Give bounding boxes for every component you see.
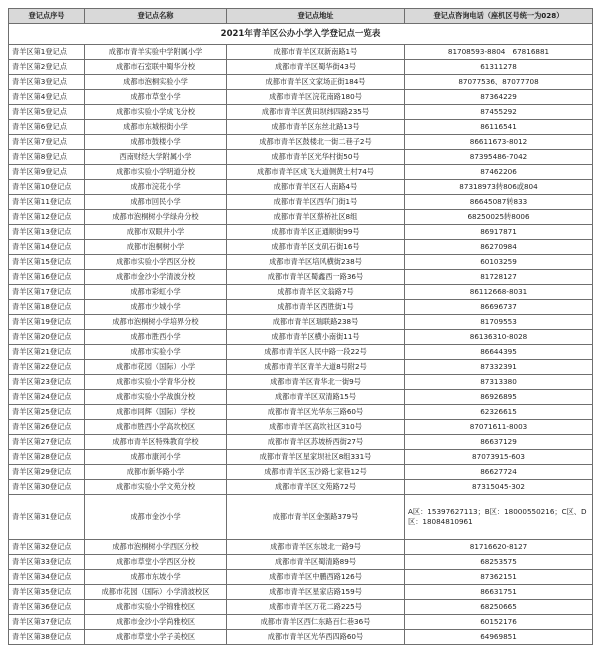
table-row: [9, 615, 593, 630]
phone-cell: 87362151: [405, 570, 593, 585]
phone-cell: 87332391: [405, 360, 593, 375]
phone-cell: 81709553: [405, 315, 593, 330]
school-name-cell: 成都市金沙小学尚雅校区: [85, 615, 227, 630]
school-name-cell: 成都市浣花小学: [85, 180, 227, 195]
phone-cell: 86611673-8012: [405, 135, 593, 150]
address-cell: 成都市青羊区石人南路4号: [227, 180, 405, 195]
row-number-cell: 青羊区第14登记点: [9, 240, 85, 255]
registration-table: [8, 8, 593, 645]
registration-sheet: [8, 8, 592, 645]
table-row: [9, 180, 593, 195]
phone-cell: 86645087转833: [405, 195, 593, 210]
row-number-cell: 青羊区第9登记点: [9, 165, 85, 180]
table-row: [9, 360, 593, 375]
phone-cell: 68250025转8006: [405, 210, 593, 225]
phone-cell: 60152176: [405, 615, 593, 630]
table-row: [9, 90, 593, 105]
address-cell: 成都市青羊区文家场正街184号: [227, 75, 405, 90]
school-name-cell: 成都市双眼井小学: [85, 225, 227, 240]
table-row: [9, 285, 593, 300]
address-cell: 成都市青羊区人民中路一段22号: [227, 345, 405, 360]
row-number-cell: 青羊区第8登记点: [9, 150, 85, 165]
phone-cell: 87395486-7042: [405, 150, 593, 165]
table-row: [9, 75, 593, 90]
row-number-cell: 青羊区第37登记点: [9, 615, 85, 630]
row-number-cell: 青羊区第2登记点: [9, 60, 85, 75]
phone-cell: 86917871: [405, 225, 593, 240]
address-cell: 成都市青羊区双新南路1号: [227, 45, 405, 60]
table-row: [9, 150, 593, 165]
table-row: [9, 105, 593, 120]
row-number-cell: 青羊区第20登记点: [9, 330, 85, 345]
phone-cell: 87462206: [405, 165, 593, 180]
school-name-cell: 成都市草堂小学: [85, 90, 227, 105]
row-number-cell: 青羊区第17登记点: [9, 285, 85, 300]
row-number-cell: 青羊区第12登记点: [9, 210, 85, 225]
row-number-cell: 青羊区第5登记点: [9, 105, 85, 120]
phone-cell: 86696737: [405, 300, 593, 315]
row-number-cell: 青羊区第27登记点: [9, 435, 85, 450]
address-cell: 成都市青羊区东坡北一路9号: [227, 540, 405, 555]
school-name-cell: 西南财经大学附属小学: [85, 150, 227, 165]
phone-cell: 60103259: [405, 255, 593, 270]
table-row: [9, 435, 593, 450]
phone-cell: 87315045-302: [405, 480, 593, 495]
table-row: [9, 390, 593, 405]
school-name-cell: 成都市泡桐树小学西区分校: [85, 540, 227, 555]
address-cell: 成都市青羊区西胜街1号: [227, 300, 405, 315]
phone-cell: 68250665: [405, 600, 593, 615]
table-row: [9, 405, 593, 420]
school-name-cell: 成都市草堂小学子美校区: [85, 630, 227, 645]
row-number-cell: 青羊区第4登记点: [9, 90, 85, 105]
row-number-cell: 青羊区第35登记点: [9, 585, 85, 600]
address-cell: 成都市青羊区蜀清路89号: [227, 555, 405, 570]
school-name-cell: 成都市实验小学青华分校: [85, 375, 227, 390]
phone-cell: 86637129: [405, 435, 593, 450]
table-row: [9, 60, 593, 75]
school-name-cell: 成都市实验小学文苑分校: [85, 480, 227, 495]
school-name-cell: 成都市鼓楼小学: [85, 135, 227, 150]
table-row: [9, 195, 593, 210]
phone-cell: 87077536、87077708: [405, 75, 593, 90]
row-number-cell: 青羊区第16登记点: [9, 270, 85, 285]
address-cell: 成都市青羊区蜀华街43号: [227, 60, 405, 75]
row-number-cell: 青羊区第33登记点: [9, 555, 85, 570]
address-cell: 成都市青羊区横小南街11号: [227, 330, 405, 345]
school-name-cell: 成都市青羊实验中学附属小学: [85, 45, 227, 60]
phone-cell: 87313380: [405, 375, 593, 390]
table-body: [9, 45, 593, 645]
school-name-cell: 成都市实验小学西区分校: [85, 255, 227, 270]
school-name-cell: 成都市胜西小学高坎校区: [85, 420, 227, 435]
row-number-cell: 青羊区第26登记点: [9, 420, 85, 435]
header-cell: 登记点名称: [85, 9, 227, 24]
address-cell: 成都市青羊区星家店路159号: [227, 585, 405, 600]
school-name-cell: 成都市花园（国际）小学: [85, 360, 227, 375]
school-name-cell: 成都市同辉（国际）学校: [85, 405, 227, 420]
table-row: [9, 45, 593, 60]
row-number-cell: 青羊区第38登记点: [9, 630, 85, 645]
address-cell: 成都市青羊区青华北一街9号: [227, 375, 405, 390]
phone-cell: 86926895: [405, 390, 593, 405]
table-row: [9, 540, 593, 555]
address-cell: 成都市青羊区双清路15号: [227, 390, 405, 405]
school-name-cell: 成都市青羊区特殊教育学校: [85, 435, 227, 450]
title-row: [9, 24, 593, 45]
row-number-cell: 青羊区第25登记点: [9, 405, 85, 420]
table-row: [9, 555, 593, 570]
phone-cell: 86644395: [405, 345, 593, 360]
table-row: [9, 315, 593, 330]
address-cell: 成都市青羊区文苑路72号: [227, 480, 405, 495]
phone-cell: 81716620-8127: [405, 540, 593, 555]
table-row: [9, 135, 593, 150]
row-number-cell: 青羊区第13登记点: [9, 225, 85, 240]
header-cell: 登记点序号: [9, 9, 85, 24]
school-name-cell: 成都市彩虹小学: [85, 285, 227, 300]
row-number-cell: 青羊区第6登记点: [9, 120, 85, 135]
table-row: [9, 255, 593, 270]
row-number-cell: 青羊区第31登记点: [9, 495, 85, 540]
phone-cell: 87318973转806或804: [405, 180, 593, 195]
address-cell: 成都市青羊区蔡桥社区8组: [227, 210, 405, 225]
table-row: [9, 345, 593, 360]
row-number-cell: 青羊区第34登记点: [9, 570, 85, 585]
phone-cell: 86627724: [405, 465, 593, 480]
school-name-cell: 成都市草堂小学西区分校: [85, 555, 227, 570]
phone-cell: 64969851: [405, 630, 593, 645]
row-number-cell: 青羊区第36登记点: [9, 600, 85, 615]
phone-cell: 87073915-603: [405, 450, 593, 465]
table-row: [9, 570, 593, 585]
table-row: [9, 450, 593, 465]
table-row: [9, 210, 593, 225]
phone-cell: A区：15397627113；B区：18000550216；C区、D区：18084810961: [405, 495, 593, 540]
address-cell: 成都市青羊区光华村街50号: [227, 150, 405, 165]
address-cell: 成都市青羊区玉沙路七家巷12号: [227, 465, 405, 480]
address-cell: 成都市青羊区光华西四路60号: [227, 630, 405, 645]
address-cell: 成都市青羊区西仁东路百仁巷36号: [227, 615, 405, 630]
phone-cell: 86631751: [405, 585, 593, 600]
school-name-cell: 成都市实验小学成飞分校: [85, 105, 227, 120]
table-row: [9, 225, 593, 240]
row-number-cell: 青羊区第3登记点: [9, 75, 85, 90]
phone-cell: 86136310-8028: [405, 330, 593, 345]
table-row: [9, 480, 593, 495]
row-number-cell: 青羊区第28登记点: [9, 450, 85, 465]
row-number-cell: 青羊区第22登记点: [9, 360, 85, 375]
school-name-cell: 成都市泡桐实验小学: [85, 75, 227, 90]
address-cell: 成都市青羊区光华东三路60号: [227, 405, 405, 420]
address-cell: 成都市青羊区青羊大道8号附2号: [227, 360, 405, 375]
table-row: [9, 465, 593, 480]
school-name-cell: 成都市花园（国际）小学清波校区: [85, 585, 227, 600]
address-cell: 成都市青羊区金强路379号: [227, 495, 405, 540]
address-cell: 成都市青羊区星家坝社区8组331号: [227, 450, 405, 465]
phone-cell: 81708593-8804 67816881: [405, 45, 593, 60]
school-name-cell: 成都市东城根街小学: [85, 120, 227, 135]
school-name-cell: 成都市实验小学锦雅校区: [85, 600, 227, 615]
header-row: [9, 9, 593, 24]
address-cell: 成都市青羊区东丝北路13号: [227, 120, 405, 135]
address-cell: 成都市青羊区成飞大道侧黄土村74号: [227, 165, 405, 180]
phone-cell: 81728127: [405, 270, 593, 285]
address-cell: 成都市青羊区浣花南路180号: [227, 90, 405, 105]
school-name-cell: 成都市实验小学: [85, 345, 227, 360]
address-cell: 成都市青羊区万花二路225号: [227, 600, 405, 615]
table-row: [9, 630, 593, 645]
phone-cell: 62326615: [405, 405, 593, 420]
school-name-cell: 成都市实验小学明道分校: [85, 165, 227, 180]
table-row: [9, 120, 593, 135]
phone-cell: 86112668-8031: [405, 285, 593, 300]
phone-cell: 87364229: [405, 90, 593, 105]
row-number-cell: 青羊区第30登记点: [9, 480, 85, 495]
address-cell: 成都市青羊区文翁路7号: [227, 285, 405, 300]
phone-cell: 61311278: [405, 60, 593, 75]
header-cell: 登记点地址: [227, 9, 405, 24]
school-name-cell: 成都市新华路小学: [85, 465, 227, 480]
address-cell: 成都市青羊区支矶石街16号: [227, 240, 405, 255]
table-title: 2021年青羊区公办小学入学登记点一览表: [9, 24, 593, 45]
address-cell: 成都市青羊区黄田坝纬四路235号: [227, 105, 405, 120]
school-name-cell: 成都市泡桐树小学: [85, 240, 227, 255]
address-cell: 成都市青羊区蜀鑫西一路36号: [227, 270, 405, 285]
table-row: [9, 300, 593, 315]
table-row: [9, 600, 593, 615]
row-number-cell: 青羊区第21登记点: [9, 345, 85, 360]
table-row: [9, 240, 593, 255]
phone-cell: 87455292: [405, 105, 593, 120]
school-name-cell: 成都市泡桐树小学培界分校: [85, 315, 227, 330]
address-cell: 成都市青羊区西华门街1号: [227, 195, 405, 210]
school-name-cell: 成都市实验小学战旗分校: [85, 390, 227, 405]
row-number-cell: 青羊区第15登记点: [9, 255, 85, 270]
school-name-cell: 成都市金沙小学: [85, 495, 227, 540]
school-name-cell: 成都市康河小学: [85, 450, 227, 465]
school-name-cell: 成都市东坡小学: [85, 570, 227, 585]
row-number-cell: 青羊区第32登记点: [9, 540, 85, 555]
row-number-cell: 青羊区第23登记点: [9, 375, 85, 390]
row-number-cell: 青羊区第7登记点: [9, 135, 85, 150]
address-cell: 成都市青羊区瑞联路238号: [227, 315, 405, 330]
phone-cell: 86116541: [405, 120, 593, 135]
header-cell: 登记点咨询电话（座机区号统一为028）: [405, 9, 593, 24]
phone-cell: 86270984: [405, 240, 593, 255]
row-number-cell: 青羊区第10登记点: [9, 180, 85, 195]
address-cell: 成都市青羊区中鹏西路126号: [227, 570, 405, 585]
address-cell: 成都市青羊区鼓楼北一街二巷子2号: [227, 135, 405, 150]
phone-cell: 68253575: [405, 555, 593, 570]
address-cell: 成都市青羊区苏坡桥西街27号: [227, 435, 405, 450]
table-row: [9, 270, 593, 285]
address-cell: 成都市青羊区高坎社区310号: [227, 420, 405, 435]
address-cell: 成都市青羊区正通顺街99号: [227, 225, 405, 240]
school-name-cell: 成都市金沙小学清波分校: [85, 270, 227, 285]
school-name-cell: 成都市泡桐树小学绿舟分校: [85, 210, 227, 225]
school-name-cell: 成都市回民小学: [85, 195, 227, 210]
phone-cell: 87071611-8003: [405, 420, 593, 435]
table-row: [9, 420, 593, 435]
address-cell: 成都市青羊区培风横街238号: [227, 255, 405, 270]
table-row: [9, 375, 593, 390]
row-number-cell: 青羊区第18登记点: [9, 300, 85, 315]
table-row: [9, 330, 593, 345]
row-number-cell: 青羊区第19登记点: [9, 315, 85, 330]
table-row: [9, 165, 593, 180]
school-name-cell: 成都市少城小学: [85, 300, 227, 315]
row-number-cell: 青羊区第11登记点: [9, 195, 85, 210]
school-name-cell: 成都市石室联中蜀华分校: [85, 60, 227, 75]
school-name-cell: 成都市胜西小学: [85, 330, 227, 345]
row-number-cell: 青羊区第24登记点: [9, 390, 85, 405]
row-number-cell: 青羊区第1登记点: [9, 45, 85, 60]
table-row: [9, 585, 593, 600]
row-number-cell: 青羊区第29登记点: [9, 465, 85, 480]
table-row: [9, 495, 593, 540]
